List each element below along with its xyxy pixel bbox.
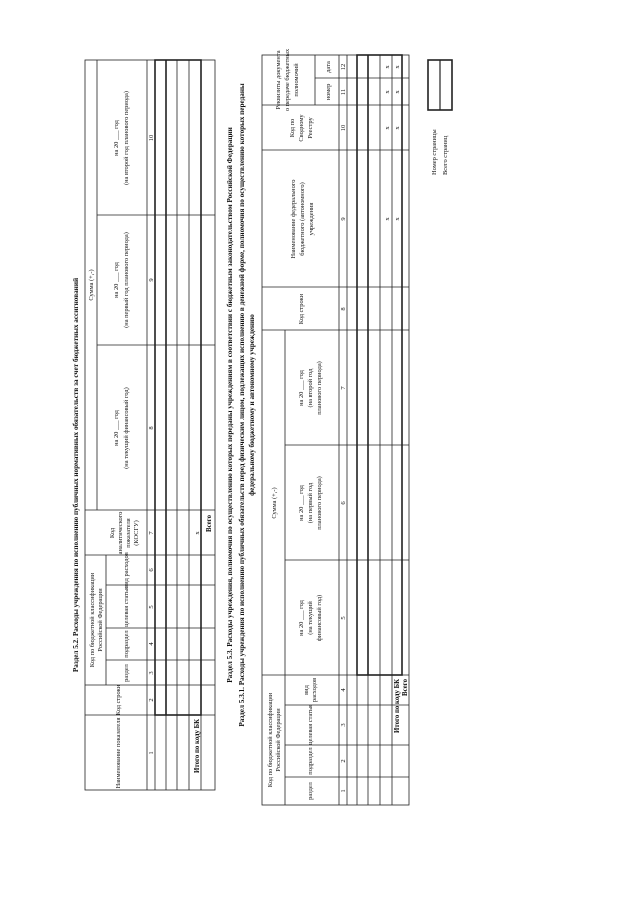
col-number: 2 <box>148 698 155 702</box>
bk-group-header-1: Код по бюджетной классификации <box>267 692 274 788</box>
section-5-3-1-title-line-2: федеральному бюджетному и автономному учреждению <box>248 314 256 496</box>
total-bk-label: Итого по коду БК <box>394 679 401 733</box>
col-number: 5 <box>148 605 155 609</box>
section-5-3-1-title-line-1: Раздел 5.3.1. Расходы учреждения по исполнению публичных обязательств перед физическим лицом, подлежащих исполнению в денежной форме, полномочия по осуществлению которых переданы <box>238 83 246 727</box>
col-requisites-header-3: полномочий <box>293 63 300 97</box>
col-number: 3 <box>148 671 155 675</box>
year-current-header-1: на 20 ___ год <box>298 600 305 636</box>
x-mark: x <box>384 90 391 94</box>
col-institution-header-2: бюджетного (автономного) <box>299 182 306 256</box>
col-registry-header-1: Код по <box>289 118 296 138</box>
col-requisites-header-1: Реквизиты документа <box>275 50 282 110</box>
table-5-3 <box>262 55 409 805</box>
col-number: 4 <box>340 688 347 692</box>
x-mark: x <box>384 126 391 130</box>
total-label: Всего <box>402 679 409 696</box>
col-number: 8 <box>148 426 155 430</box>
col-section-header: раздел <box>123 664 130 682</box>
table-5-3-totals-frame <box>357 55 402 675</box>
col-number: 3 <box>340 723 347 727</box>
year-first-header-1: на 20 ___ год <box>113 262 120 298</box>
year-first-header-3: планового периода) <box>316 476 323 530</box>
section-5-2-title: Раздел 5.2. Расходы учреждения по исполнению публичных нормативных обязательств за счет бюджетных ассигнований <box>72 277 80 673</box>
x-mark: x <box>394 217 401 221</box>
x-mark: x <box>394 65 401 69</box>
year-second-header-2: (на второй год планового периода) <box>123 90 130 186</box>
col-number: 6 <box>340 501 347 505</box>
table-5-3-x-marks <box>384 65 401 221</box>
total-bk-x-mark: x <box>194 531 201 535</box>
x-mark: x <box>384 65 391 69</box>
col-number: 12 <box>340 63 347 71</box>
col-analytic-header-1: Код <box>109 527 116 539</box>
year-second-header-1: на 20 ___ год <box>113 120 120 156</box>
col-number: 7 <box>340 386 347 390</box>
col-number: 10 <box>148 134 155 142</box>
col-number: 2 <box>340 759 347 763</box>
section-5-3-title: Раздел 5.3. Расходы учреждения, полномочия по осуществлению которых переданы учреждениям в соответствии с бюджетным законодательством Российской Федерации <box>226 127 234 683</box>
bk-group-header-2: Российской Федерации <box>275 708 282 772</box>
x-mark: x <box>394 126 401 130</box>
col-code-line-header: Код строки <box>298 293 305 325</box>
col-expense-type-header-2: расходов <box>311 677 318 703</box>
col-expense-type-header-1: вид <box>303 685 310 695</box>
col-number: 8 <box>340 307 347 311</box>
col-requisites-header-2: о передаче бюджетных <box>284 48 291 112</box>
col-registry-header-2: Сводному <box>298 114 305 142</box>
col-analytic-header-2: аналитического <box>117 511 124 555</box>
col-analytic-header-3: показателя <box>125 518 132 548</box>
table-5-3-column-numbers <box>340 64 347 793</box>
bk-group-header-1: Код по бюджетной классификации <box>89 572 96 668</box>
year-first-header-2: (на первый год <box>307 482 314 524</box>
year-second-header-2: (на второй год <box>307 368 314 408</box>
x-mark: x <box>384 217 391 221</box>
col-name-header: Наименование показателя <box>115 717 122 789</box>
bk-group-header-2: Российской Федерации <box>97 588 104 652</box>
col-section-header: раздел <box>307 782 314 800</box>
col-number: 5 <box>340 616 347 620</box>
col-number: 9 <box>340 217 347 221</box>
col-expense-type-header: вид расходов <box>123 552 130 588</box>
table-5-2 <box>85 60 215 790</box>
col-number: 1 <box>148 751 155 755</box>
table-5-2-totals-frame <box>155 60 201 715</box>
col-number: 4 <box>148 642 155 646</box>
col-target-header: целевая статья <box>123 587 130 627</box>
year-second-header-3: планового периода) <box>316 361 323 415</box>
total-label: Всего <box>206 515 213 532</box>
col-subsection-header: подраздел <box>307 747 314 775</box>
col-institution-header-3: учреждения <box>308 202 315 236</box>
col-number-header: номер <box>325 83 332 101</box>
x-mark: x <box>394 90 401 94</box>
col-number: 1 <box>340 789 347 793</box>
year-first-header-2: (на первый год планового периода) <box>123 232 130 328</box>
year-current-header-1: на 20 ___ год <box>113 410 120 446</box>
col-code-line-header: Код строки <box>115 684 122 716</box>
col-registry-header-3: Реестру <box>307 117 314 139</box>
col-institution-header-1: Наименование федерального <box>290 179 297 259</box>
col-subsection-header: подраздел <box>123 630 130 658</box>
total-pages-label: Всего страниц <box>442 135 449 175</box>
year-first-header-1: на 20 ___ год <box>298 485 305 521</box>
col-analytic-header-4: (КОСГУ) <box>133 520 140 546</box>
table-5-2-column-numbers <box>148 134 155 755</box>
year-current-header-3: финансовый год) <box>316 594 323 642</box>
sum-group-header: Сумма (+,-) <box>88 269 95 301</box>
col-date-header: дата <box>325 61 332 73</box>
sum-group-header: Сумма (+,-) <box>271 487 278 519</box>
col-number: 10 <box>340 124 347 132</box>
col-target-header: целевая статья <box>307 705 314 745</box>
total-bk-label: Итого по коду БК <box>194 719 201 773</box>
col-number: 6 <box>148 568 155 572</box>
year-current-header-2: (на текущий финансовый год) <box>123 387 130 469</box>
year-second-header-1: на 20 ___ год <box>298 370 305 406</box>
col-number: 7 <box>148 531 155 535</box>
year-current-header-2: (на текущий <box>307 601 314 635</box>
col-number: 9 <box>148 278 155 282</box>
col-number: 11 <box>340 88 347 96</box>
page-number-label: Номер страницы <box>431 129 438 175</box>
